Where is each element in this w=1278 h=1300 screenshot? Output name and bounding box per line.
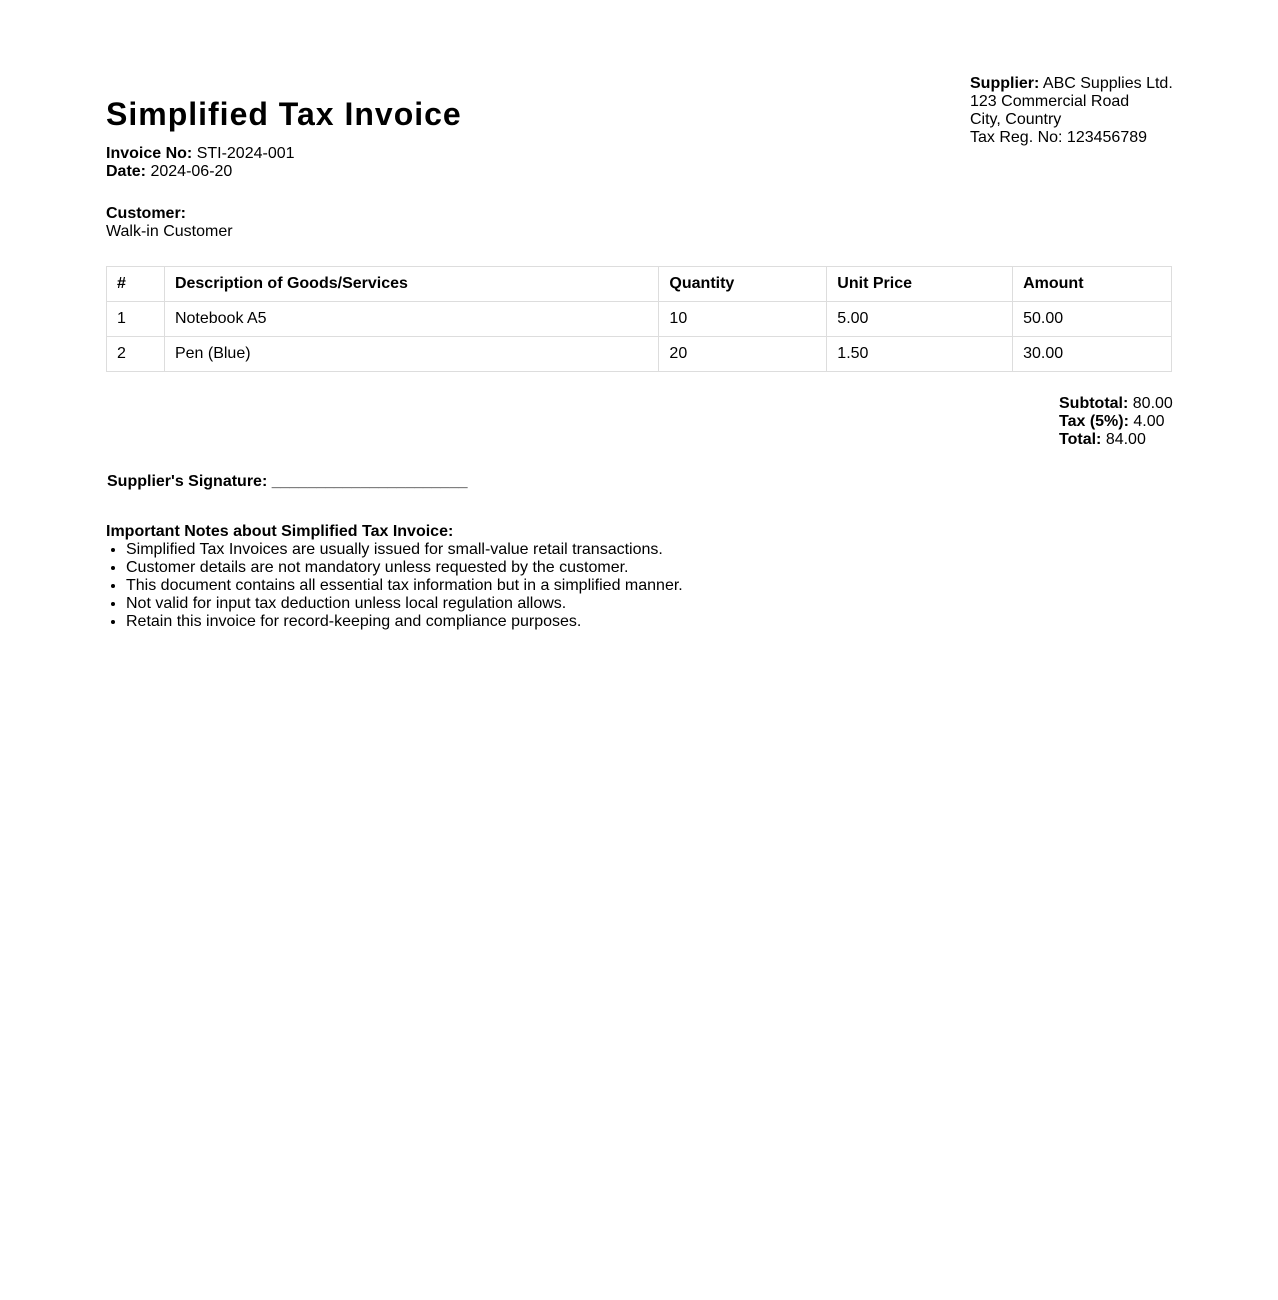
header-amount: Amount [1013, 267, 1172, 302]
row-description: Notebook A5 [164, 302, 658, 337]
totals-block [1059, 395, 1173, 449]
supplier-tax-reg: Tax Reg. No: 123456789 [970, 129, 1148, 146]
customer-label-text: Customer: [106, 205, 187, 222]
header-description: Description of Goods/Services [164, 267, 658, 302]
table-row [107, 337, 1172, 372]
invoice-number-label: Invoice No: [106, 145, 193, 162]
table-row [107, 302, 1172, 337]
notes-section [106, 523, 683, 631]
row-number: 2 [107, 337, 165, 372]
supplier-info [970, 75, 1230, 147]
supplier-label: Supplier: [970, 75, 1040, 92]
list-item: • Retain this invoice for record-keeping and compliance purposes. [126, 613, 683, 631]
supplier-address-line1: 123 Commercial Road [970, 93, 1130, 110]
row-unit-price: 5.00 [827, 302, 1013, 337]
total-line [1059, 431, 1173, 449]
supplier-signature: Supplier's Signature: ______________________ [107, 473, 468, 490]
customer-label [106, 205, 233, 223]
supplier-name-line [970, 75, 1230, 93]
subtotal-value: 80.00 [1132, 395, 1173, 412]
row-quantity: 20 [659, 337, 827, 372]
invoice-number-line [106, 145, 295, 163]
invoice-date: 2024-06-20 [150, 163, 233, 180]
header-number: # [107, 267, 165, 302]
items-table [106, 266, 1172, 372]
row-quantity: 10 [659, 302, 827, 337]
list-item: • Simplified Tax Invoices are usually issued for small-value retail transactions. [126, 541, 683, 559]
row-unit-price: 1.50 [827, 337, 1013, 372]
supplier-name: ABC Supplies Ltd. [1042, 75, 1173, 92]
row-amount: 50.00 [1013, 302, 1172, 337]
tax-value: 4.00 [1133, 413, 1165, 430]
header-quantity: Quantity [659, 267, 827, 302]
list-item: • This document contains all essential tax information but in a simplified manner. [126, 577, 683, 595]
table-header-row [107, 267, 1172, 302]
invoice-number: STI-2024-001 [196, 145, 295, 162]
subtotal-line [1059, 395, 1173, 413]
notes-heading: Important Notes about Simplified Tax Invoice: [106, 523, 454, 540]
invoice-meta [106, 145, 295, 181]
tax-line [1059, 413, 1173, 431]
total-value: 84.00 [1105, 431, 1146, 448]
total-label: Total: [1059, 431, 1102, 448]
header-unit-price: Unit Price [827, 267, 1013, 302]
page-title: Simplified Tax Invoice [106, 96, 462, 132]
row-number: 1 [107, 302, 165, 337]
list-item: • Customer details are not mandatory unless requested by the customer. [126, 559, 683, 577]
invoice-date-label: Date: [106, 163, 147, 180]
subtotal-label: Subtotal: [1059, 395, 1129, 412]
customer-name: Walk-in Customer [106, 223, 233, 240]
tax-label: Tax (5%): [1059, 413, 1129, 430]
list-item: • Not valid for input tax deduction unless local regulation allows. [126, 595, 683, 613]
customer-info [106, 205, 233, 241]
row-description: Pen (Blue) [164, 337, 658, 372]
notes-list [106, 541, 683, 631]
supplier-address-line2: City, Country [970, 111, 1062, 128]
invoice-date-line [106, 163, 295, 181]
row-amount: 30.00 [1013, 337, 1172, 372]
